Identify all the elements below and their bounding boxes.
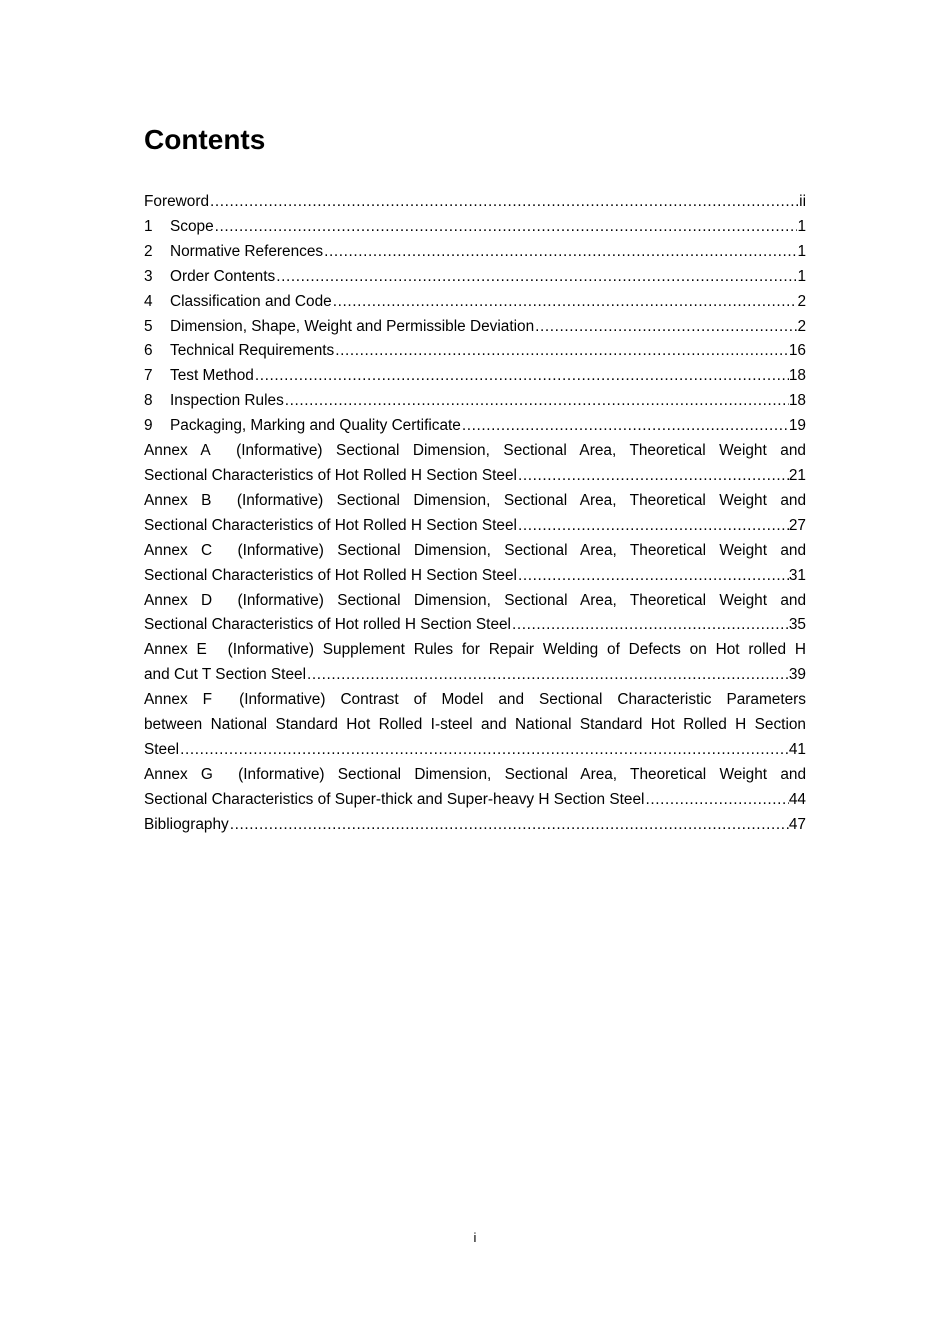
dot-leader [275, 265, 797, 290]
toc-entry-packaging[interactable] [144, 414, 806, 439]
toc-entry-description: (Informative) Supplement Rules for Repair Welding of Defects on Hot rolled H [227, 641, 806, 659]
dot-leader [461, 414, 789, 439]
toc-entry-description-end: Steel [144, 740, 180, 758]
toc-entry-annex-a[interactable] [144, 439, 806, 489]
toc-entry-label: Annex G [144, 765, 213, 783]
toc-entry-label: Test Method [170, 367, 254, 385]
toc-entry-label: Dimension, Shape, Weight and Permissible Deviation [170, 317, 535, 335]
toc-entry-page: 44 [788, 790, 806, 808]
toc-entry-annex-g[interactable] [144, 763, 806, 813]
toc-entry-label: Classification and Code [170, 292, 332, 310]
toc-entry-technical-requirements[interactable] [144, 339, 806, 364]
toc-entry-page: 21 [788, 466, 806, 484]
toc-entry-annex-f[interactable] [144, 688, 806, 763]
toc-entry-description: (Informative) Sectional Dimension, Sectional Area, Theoretical Weight and [236, 491, 806, 509]
toc-entry-number: 3 [144, 267, 153, 285]
toc-entry-description-continued: Sectional Characteristics of Hot Rolled H Section Steel [144, 466, 517, 484]
toc-entry-number: 4 [144, 292, 153, 310]
toc-entry-description-continued: and Cut T Section Steel [144, 666, 306, 684]
dot-leader [644, 788, 788, 813]
dot-leader [179, 738, 789, 763]
dot-leader [254, 364, 789, 389]
toc-entry-annex-d[interactable] [144, 589, 806, 639]
toc-entry-description: (Informative) Contrast of Model and Sectional Characteristic Parameters [239, 691, 806, 709]
toc-entry-description-continued: Sectional Characteristics of Hot rolled H Section Steel [144, 616, 511, 634]
toc-entry-foreword[interactable] [144, 190, 806, 215]
dot-leader [511, 613, 789, 638]
page-title: Contents [144, 124, 266, 155]
toc-entry-normative-references[interactable] [144, 240, 806, 265]
toc-entry-bibliography[interactable] [144, 813, 806, 838]
dot-leader [334, 339, 789, 364]
dot-leader [284, 389, 789, 414]
toc-entry-scope[interactable] [144, 215, 806, 240]
toc-entry-description-continued: Sectional Characteristics of Super-thick and Super-heavy H Section Steel [144, 790, 645, 808]
toc-entry-number: 2 [144, 242, 153, 260]
toc-entry-annex-c[interactable] [144, 539, 806, 589]
toc-entry-page: 47 [788, 815, 806, 833]
toc-entry-label: Annex B [144, 491, 212, 509]
toc-entry-number: 8 [144, 392, 153, 410]
toc-entry-annex-b[interactable] [144, 489, 806, 539]
dot-leader [517, 464, 789, 489]
toc-entry-description-continued: Sectional Characteristics of Hot Rolled H Section Steel [144, 516, 517, 534]
toc-entry-classification[interactable] [144, 290, 806, 315]
toc-entry-page: 18 [788, 367, 806, 385]
toc-entry-page: 1 [797, 242, 806, 260]
toc-entry-description-continued: Sectional Characteristics of Hot Rolled H Section Steel [144, 566, 517, 584]
toc-entry-test-method[interactable] [144, 364, 806, 389]
toc-entry-label: Annex C [144, 541, 213, 559]
toc-entry-label: Annex E [144, 641, 207, 659]
toc-entry-page: 2 [797, 317, 806, 335]
toc-entry-label: Inspection Rules [170, 392, 284, 410]
toc-entry-label: Annex F [144, 691, 213, 709]
toc-entry-description-continued: between National Standard Hot Rolled I-steel and National Standard Hot Rolled H Section [144, 716, 806, 734]
toc-entry-page: 1 [797, 217, 806, 235]
toc-entry-label: Annex D [144, 591, 213, 609]
dot-leader [517, 514, 789, 539]
dot-leader [229, 813, 789, 838]
toc-entry-label: Normative References [170, 242, 324, 260]
toc-entry-inspection-rules[interactable] [144, 389, 806, 414]
toc-entry-dimension[interactable] [144, 315, 806, 340]
toc-entry-page: 18 [788, 392, 806, 410]
toc-entry-annex-e[interactable] [144, 638, 806, 688]
toc-entry-label: Order Contents [170, 267, 276, 285]
dot-leader [332, 290, 798, 315]
page-number: i [473, 1230, 477, 1245]
dot-leader [323, 240, 797, 265]
toc-entry-page: 35 [788, 616, 806, 634]
toc-entry-number: 7 [144, 367, 153, 385]
toc-entry-number: 5 [144, 317, 153, 335]
toc-entry-page: 16 [788, 342, 806, 360]
toc-entry-number: 9 [144, 417, 153, 435]
toc-entry-page: 41 [788, 740, 806, 758]
toc-entry-page: 27 [788, 516, 806, 534]
toc-entry-description: (Informative) Sectional Dimension, Sectional Area, Theoretical Weight and [236, 442, 806, 460]
toc-entry-page: 39 [788, 666, 806, 684]
dot-leader [517, 564, 789, 589]
toc-entry-label: Scope [170, 217, 214, 235]
toc-entry-label: Technical Requirements [170, 342, 335, 360]
dot-leader [214, 215, 798, 240]
table-of-contents [144, 190, 806, 838]
toc-entry-label: Packaging, Marking and Quality Certificate [170, 417, 461, 435]
toc-entry-number: 6 [144, 342, 153, 360]
toc-entry-description: (Informative) Sectional Dimension, Sectional Area, Theoretical Weight and [238, 765, 806, 783]
toc-entry-page: ii [799, 193, 806, 210]
toc-entry-label: Bibliography [144, 815, 229, 833]
toc-entry-description: (Informative) Sectional Dimension, Sectional Area, Theoretical Weight and [237, 591, 806, 609]
toc-entry-page: 2 [797, 292, 806, 310]
toc-entry-page: 19 [788, 417, 806, 435]
toc-entry-description: (Informative) Sectional Dimension, Sectional Area, Theoretical Weight and [237, 541, 806, 559]
dot-leader [306, 663, 789, 688]
toc-entry-number: 1 [144, 217, 153, 235]
toc-entry-page: 31 [788, 566, 806, 584]
toc-entry-label: Foreword [144, 193, 210, 210]
toc-entry-order-contents[interactable] [144, 265, 806, 290]
toc-entry-page: 1 [797, 267, 806, 285]
dot-leader [209, 190, 799, 215]
toc-entry-label: Annex A [144, 442, 211, 460]
dot-leader [534, 315, 797, 340]
